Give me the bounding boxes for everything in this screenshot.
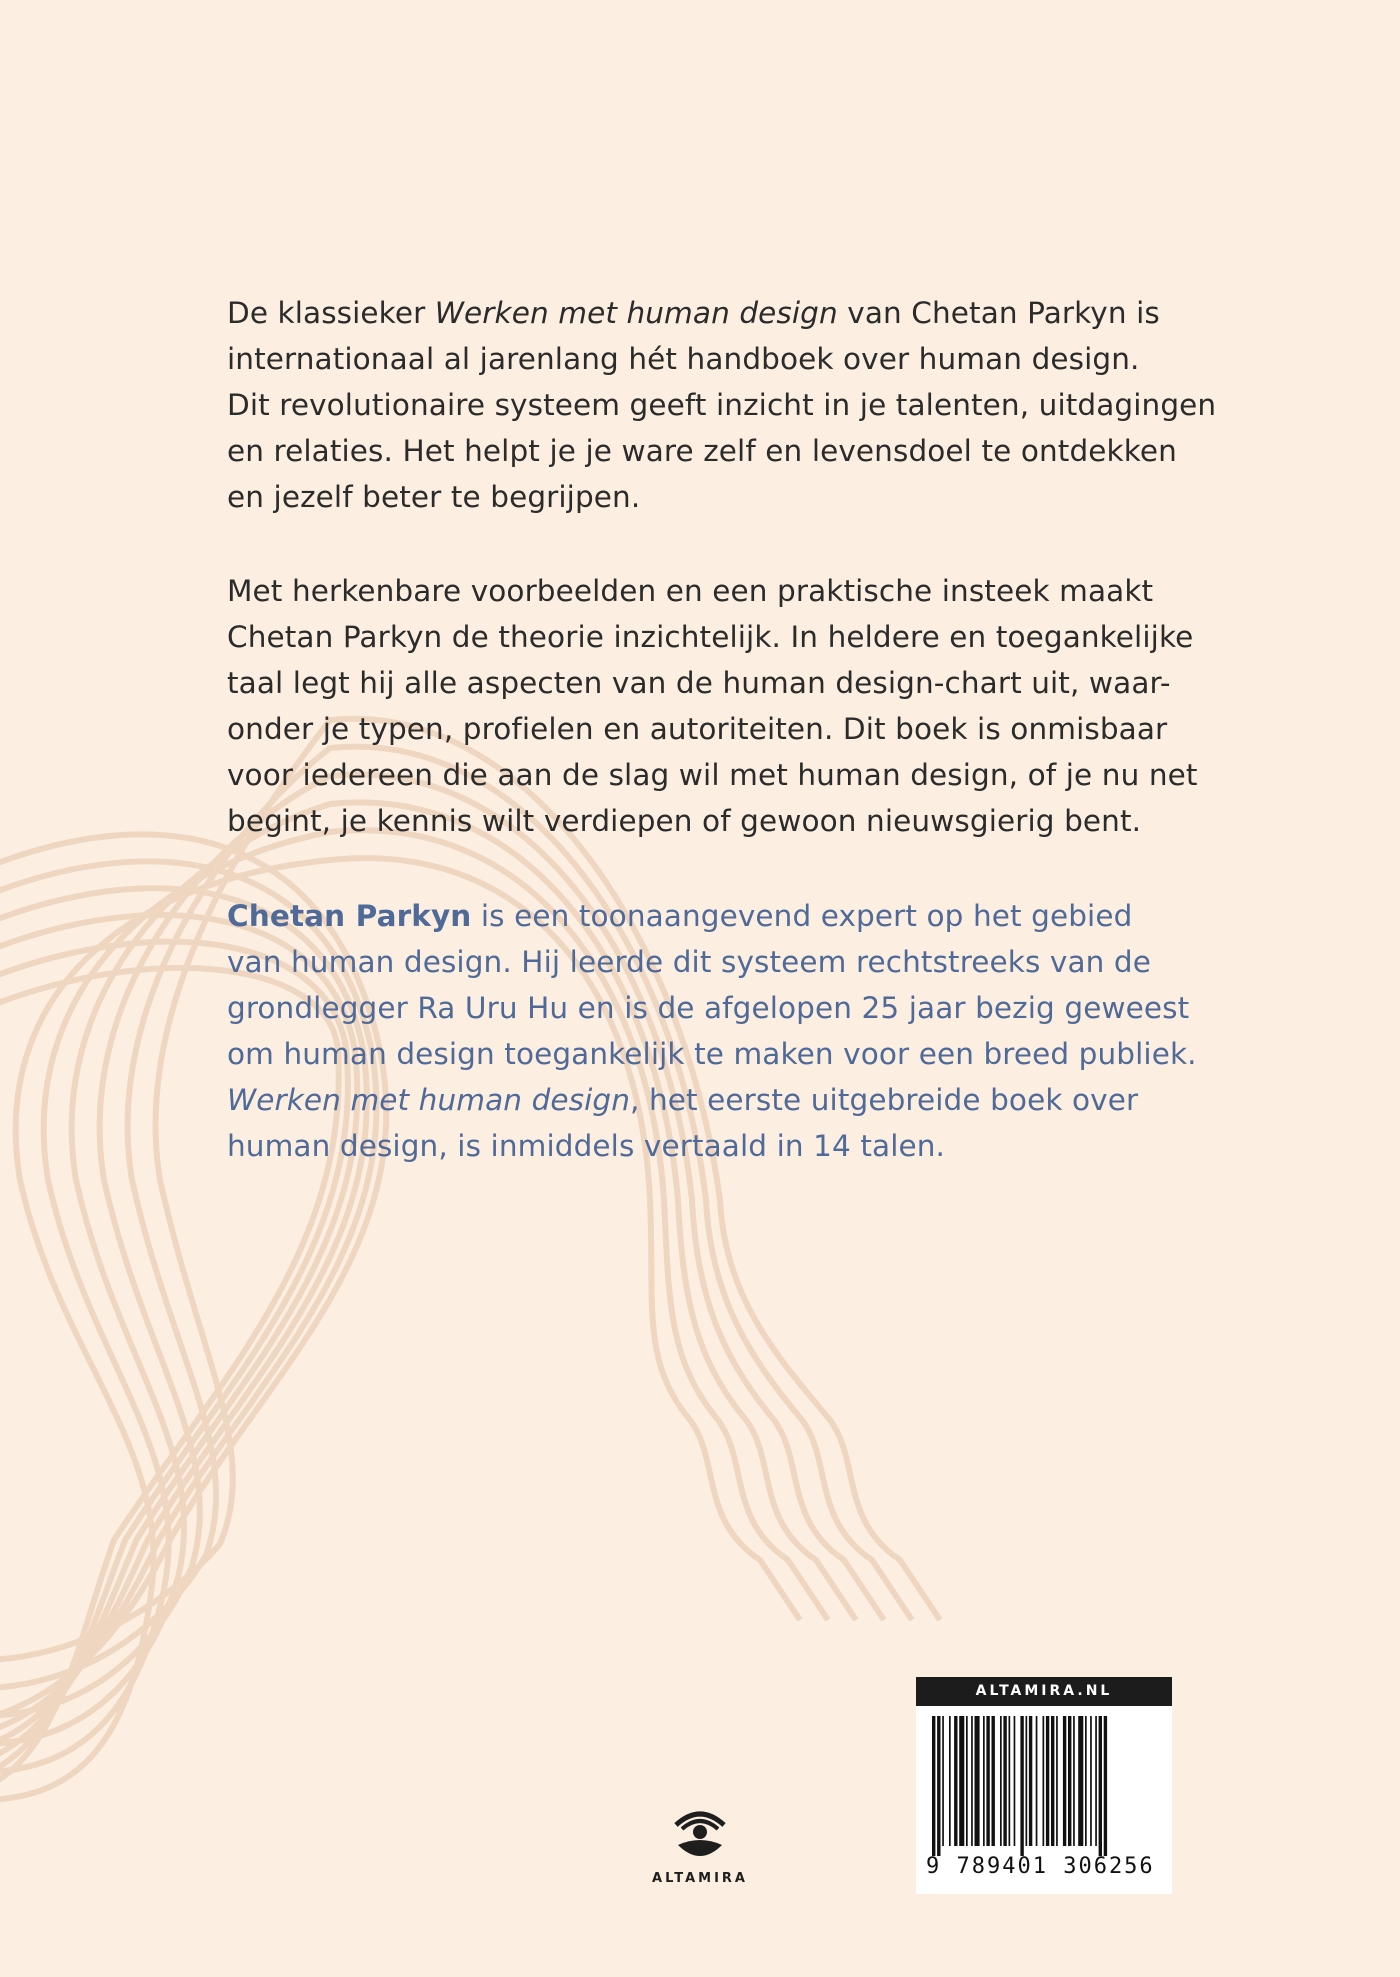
paragraph-line: De klassieker Werken met human design van Chetan Parkyn is xyxy=(227,296,1160,330)
publisher-name: ALTAMIRA xyxy=(652,1871,748,1886)
description-paragraph-2 xyxy=(227,568,1227,844)
paragraph-line: grondlegger Ra Uru Hu en is de afgelopen 25 jaar bezig geweest xyxy=(227,991,1190,1025)
barcode-label xyxy=(916,1677,1172,1894)
eye-logo-icon xyxy=(672,1805,728,1863)
paragraph-line: onder je typen, profielen en autoriteiten. Dit boek is onmisbaar xyxy=(227,712,1168,746)
barcode xyxy=(916,1706,1172,1894)
book-title: Werken met human design xyxy=(434,296,838,330)
barcode-bar xyxy=(942,1716,944,1846)
paragraph-line: internationaal al jarenlang hét handboek over human design. xyxy=(227,342,1140,376)
barcode-bar xyxy=(966,1716,968,1846)
barcode-bar xyxy=(1009,1716,1011,1846)
publisher-website: ALTAMIRA.NL xyxy=(916,1677,1172,1706)
barcode-bar xyxy=(959,1716,964,1846)
barcode-bar xyxy=(1003,1716,1006,1846)
author-bio xyxy=(227,893,1227,1169)
barcode-bar xyxy=(932,1716,935,1856)
description-paragraph-1 xyxy=(227,290,1227,520)
barcode-bar xyxy=(1078,1716,1083,1846)
barcode-bar xyxy=(1104,1716,1107,1856)
barcode-bar xyxy=(1095,1716,1097,1846)
paragraph-line: taal legt hij alle aspecten van de human design-chart uit, waar- xyxy=(227,666,1171,700)
paragraph-line: human design, is inmiddels vertaald in 14 talen. xyxy=(227,1129,946,1163)
barcode-bar xyxy=(1029,1716,1032,1846)
paragraph-line: om human design toegankelijk te maken voor een breed publiek. xyxy=(227,1037,1197,1071)
barcode-bar xyxy=(1085,1716,1087,1846)
publisher-logo xyxy=(640,1805,760,1886)
barcode-bar xyxy=(1090,1716,1092,1846)
paragraph-line: en relaties. Het helpt je je ware zelf en levensdoel te ontdekken xyxy=(227,434,1177,468)
author-name: Chetan Parkyn xyxy=(227,899,472,933)
barcode-bar xyxy=(1099,1716,1102,1856)
barcode-bar xyxy=(1046,1716,1049,1846)
barcode-bar xyxy=(1068,1716,1071,1846)
barcode-bar xyxy=(975,1716,980,1846)
barcode-bar xyxy=(1063,1716,1066,1846)
paragraph-line: Chetan Parkyn is een toonaangevend expert op het gebied xyxy=(227,899,1133,933)
paragraph-line: begint, je kennis wilt verdiepen of gewoon nieuwsgierig bent. xyxy=(227,804,1142,838)
barcode-bar xyxy=(1051,1716,1054,1846)
barcode-bars xyxy=(932,1716,1156,1856)
barcode-bar xyxy=(992,1716,995,1846)
barcode-bar xyxy=(937,1716,940,1856)
barcode-bar xyxy=(1000,1716,1002,1846)
paragraph-line: van human design. Hij leerde dit systeem rechtstreeks van de xyxy=(227,945,1151,979)
paragraph-line: en jezelf beter te begrijpen. xyxy=(227,480,641,514)
barcode-bar xyxy=(1036,1716,1038,1846)
isbn-number: 9 789401 306256 xyxy=(926,1854,1155,1879)
barcode-bar xyxy=(986,1716,989,1846)
barcode-bar xyxy=(1056,1716,1058,1846)
barcode-bar xyxy=(1014,1716,1016,1846)
paragraph-line: Werken met human design, het eerste uitgebreide boek over xyxy=(227,1083,1139,1117)
barcode-bar xyxy=(949,1716,951,1846)
barcode-bar xyxy=(1043,1716,1045,1846)
barcode-bar xyxy=(954,1716,957,1846)
barcode-bar xyxy=(1020,1716,1023,1856)
paragraph-line: voor iedereen die aan de slag wil met human design, of je nu net xyxy=(227,758,1198,792)
barcode-bar xyxy=(971,1716,973,1846)
barcode-bar xyxy=(983,1716,985,1846)
paragraph-line: Dit revolutionaire systeem geeft inzicht in je talenten, uitdagingen xyxy=(227,388,1217,422)
book-title: Werken met human design xyxy=(227,1083,631,1117)
barcode-bar xyxy=(1026,1716,1028,1846)
paragraph-line: Chetan Parkyn de theorie inzichtelijk. In heldere en toegankelijke xyxy=(227,620,1194,654)
paragraph-line: Met herkenbare voorbeelden en een praktische insteek maakt xyxy=(227,574,1154,608)
barcode-bar xyxy=(1073,1716,1075,1846)
